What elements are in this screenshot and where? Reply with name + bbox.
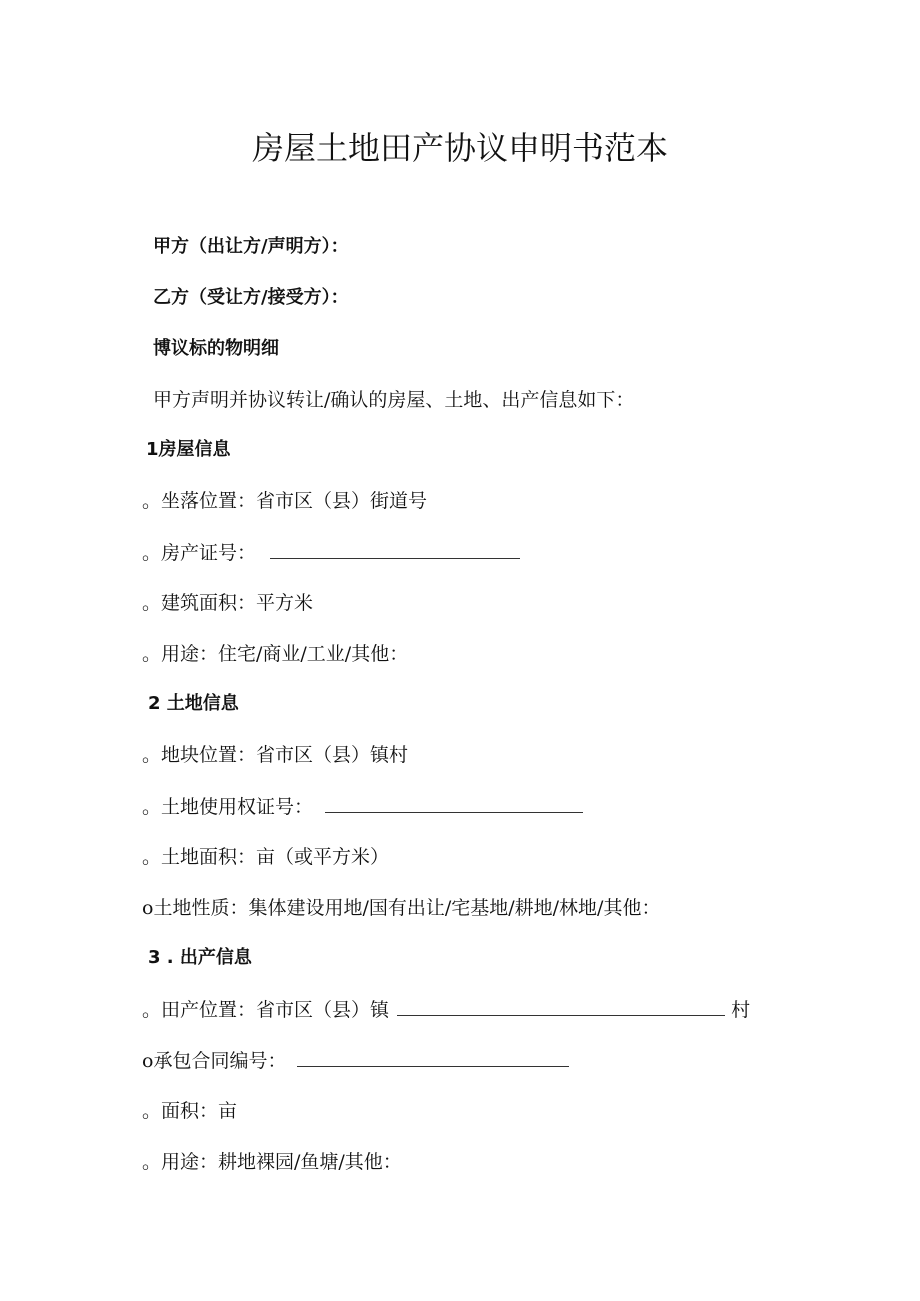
document-title: 房屋土地田产协议申明书范本	[251, 129, 668, 167]
farm-usage: 。用途：耕地裸园/鱼塘/其他：	[142, 1151, 402, 1173]
land-cert-label: 。土地使用权证号：	[142, 796, 314, 818]
land-area: 。土地面积：亩（或平方米）	[142, 846, 390, 868]
house-area: 。建筑面积：平方米	[142, 592, 314, 614]
party-a-line: 甲方（出让方/声明方）：	[153, 236, 349, 257]
farm-contract-blank	[297, 1046, 569, 1067]
house-location: 。坐落位置：省市区（县）街道号	[142, 490, 428, 512]
house-cert-label: 。房产证号：	[142, 542, 257, 564]
party-b-line: 乙方（受让方/接受方）：	[153, 287, 349, 308]
farm-location-row	[142, 995, 750, 1024]
house-usage: 。用途：住宅/商业/工业/其他：	[142, 643, 409, 665]
land-cert-blank	[325, 792, 583, 813]
land-nature: o土地性质：集体建设用地/国有出让/宅基地/耕地/林地/其他：	[142, 897, 661, 919]
section-heading: 博议标的物明细	[153, 338, 279, 359]
farm-location-suffix: 村	[731, 999, 751, 1021]
farm-area: 。面积：亩	[142, 1100, 238, 1122]
farm-location-blank	[397, 995, 725, 1016]
land-heading: 2 土地信息	[148, 693, 239, 714]
land-cert-row	[142, 792, 583, 821]
farm-heading: 3 . 出产信息	[148, 947, 252, 968]
farm-contract-row	[142, 1046, 569, 1075]
house-cert-row	[142, 538, 520, 567]
house-heading: 1房屋信息	[146, 439, 231, 460]
farm-contract-label: o承包合同编号：	[142, 1050, 287, 1072]
land-location: 。地块位置：省市区（县）镇村	[142, 744, 409, 766]
intro-text: 甲方声明并协议转让/确认的房屋、土地、出产信息如下：	[153, 389, 635, 411]
farm-location-label: 。田产位置：省市区（县）镇	[142, 999, 390, 1021]
house-cert-blank	[270, 538, 520, 559]
